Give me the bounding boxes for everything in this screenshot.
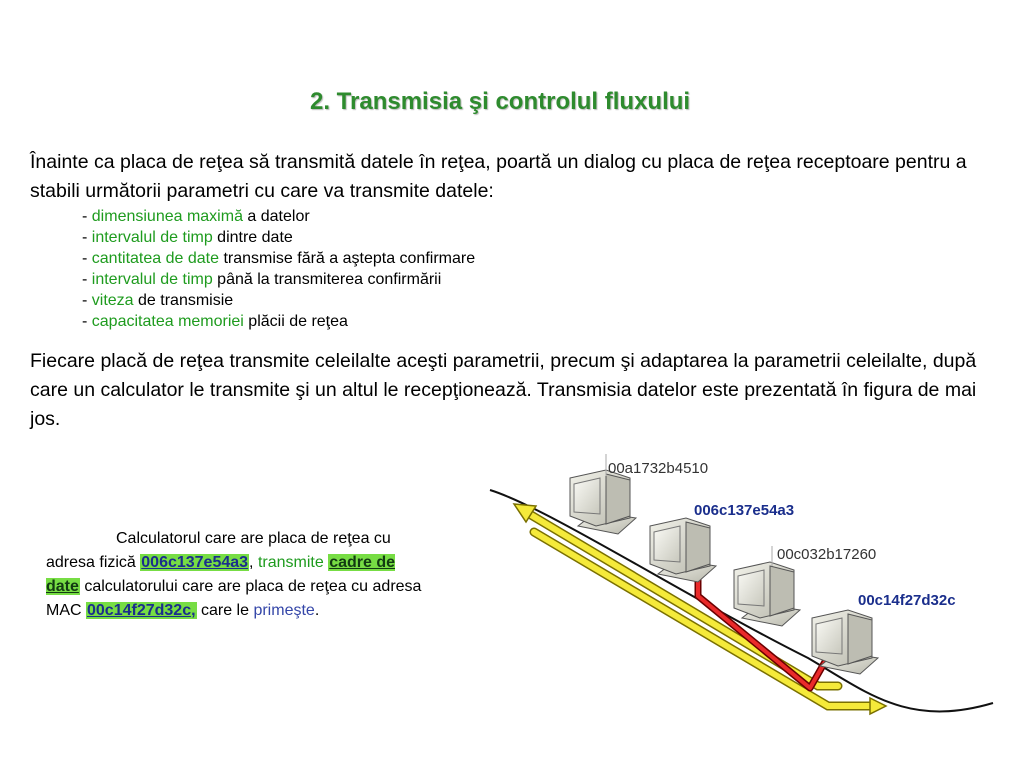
list-item [82, 290, 702, 311]
bullet-term: dimensiunea maximă [91, 208, 243, 225]
mac-label: 00a1732b4510 [608, 460, 709, 477]
data-frames-term: cadre de date [46, 554, 395, 595]
list-item [82, 311, 702, 332]
bullet-term: intervalul de timp [91, 229, 213, 246]
second-paragraph: Fiecare placă de reţea transmite celeilalte aceşti parametrii, precum şi adaptarea la parametrii celeilalte, după care un calculator le transmite şi un altul le recepţionează. Transmisia datelor este prezentată în figura de mai jos. [30, 350, 977, 430]
mac-label: 00c14f27d32c [858, 592, 956, 609]
caption-text: care le [196, 602, 254, 619]
bullet-rest: a datelor [242, 208, 310, 225]
caption-text: , [249, 554, 258, 571]
mac-address-sender: 006c137e54a3 [141, 554, 249, 571]
bullet-dash: - [82, 313, 92, 330]
bullet-dash: - [82, 208, 92, 225]
caption-text: . [314, 602, 320, 619]
bullet-dash: - [82, 271, 92, 288]
intro-paragraph: Înainte ca placa de reţea să transmită datele în reţea, poartă un dialog cu placa de reţea receptoare pentru a stabili următorii parametri cu care va transmite datele: [30, 151, 967, 202]
bullet-rest: plăcii de reţea [243, 313, 348, 330]
list-item [82, 227, 702, 248]
computer-icon [650, 518, 716, 582]
bullet-rest: de transmisie [133, 292, 234, 309]
bullet-rest: dintre date [212, 229, 293, 246]
caption-verb-receive: primeşte [253, 602, 315, 619]
parameter-list [82, 206, 702, 332]
mac-label: 006c137e54a3 [694, 502, 795, 519]
mac-address-receiver: 00c14f27d32c, [87, 602, 196, 619]
computer-icon [812, 610, 878, 674]
list-item [82, 248, 702, 269]
bullet-rest: transmise fără a aştepta confirmare [219, 250, 476, 267]
bullet-dash: - [82, 292, 92, 309]
caption-text: calculatorului care are placa de reţea cu adresa MAC [46, 578, 422, 619]
network-transmission-diagram [488, 448, 1008, 748]
bullet-term: capacitatea memoriei [91, 313, 244, 330]
computer-icon [570, 470, 636, 534]
mac-label: 00c032b17260 [777, 546, 877, 563]
bullet-term: intervalul de timp [91, 271, 213, 288]
caption-verb-transmit: transmite [257, 554, 324, 571]
computer-icon [734, 562, 800, 626]
caption-text: Calculatorul care are placa de reţea cu adresa fizică [46, 530, 391, 571]
bullet-rest: până la transmiterea confirmării [212, 271, 442, 288]
list-item [82, 206, 702, 227]
bullet-dash: - [82, 229, 92, 246]
bullet-term: cantitatea de date [91, 250, 219, 267]
slide-title: 2. Transmisia şi controlul fluxului [310, 88, 691, 115]
bullet-dash: - [82, 250, 92, 267]
figure-caption [46, 527, 431, 623]
bullet-term: viteza [91, 292, 134, 309]
list-item [82, 269, 702, 290]
